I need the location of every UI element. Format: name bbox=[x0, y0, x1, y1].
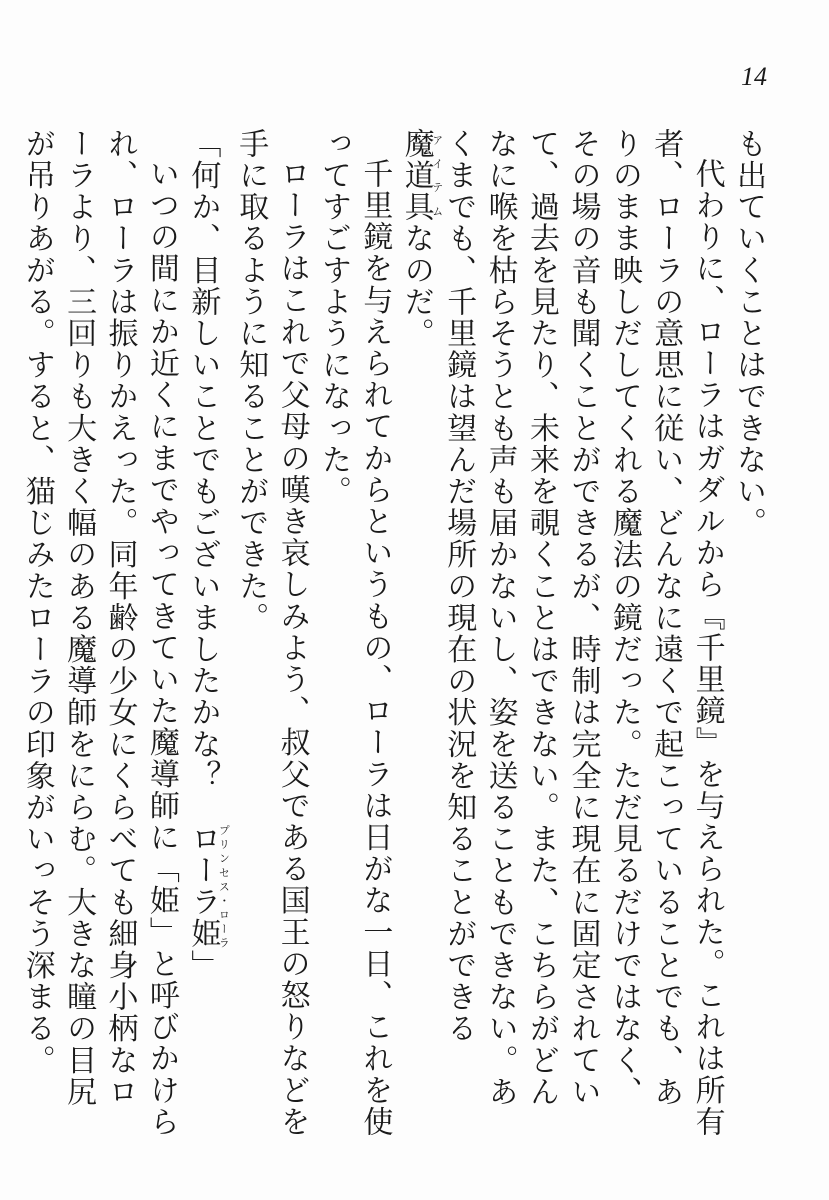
text-run: ローラはこれで父母の嘆き哀しみよう、叔父である国王の怒りなどを手に取るように知ることができた。 bbox=[233, 128, 310, 1138]
ruby-reading: アイテム bbox=[430, 128, 444, 223]
text-run: 「何か、目新しいことでもございましたかな？ bbox=[185, 128, 221, 824]
page-number: 14 bbox=[741, 62, 767, 91]
text-run: も出ていくことはできない。 bbox=[731, 128, 766, 539]
text-run: 代わりに、ローラはガダルから『千里鏡』を与えられた。これは所有者、ローラの意思に従い、どんなに遠くで起こっていることでも、ありのまま映しだしてくれる魔法の鏡だった。ただ見るだけではなく、その場の音も聞くことができるが、時制は完全に現在に固定されていて、過去を見たり、未来を覗くことはできない。また、こちらがどんなに喉を枯らそうとも声も届かないし、姿を送ることもできない。あくまでも、千里鏡は望んだ場所の現在の状況を知ることができる bbox=[441, 128, 725, 1138]
vertical-text-body bbox=[16, 128, 769, 1138]
paragraph bbox=[395, 128, 727, 1138]
paragraph bbox=[16, 128, 182, 1138]
text-run: いつの間にか近くにまでやってきていた魔導師に「姫」と呼びかけられ、ローラは振りかえった。同年齢の少女にくらべても細身小柄なローラより、三回りも大きく幅のある魔導師をにらむ。大きな瞳の目尻が吊りあがる。すると、猫じみたローラの印象がいっそう深まる。 bbox=[19, 128, 179, 1138]
paragraph bbox=[313, 128, 396, 1138]
text-run: なのだ。 bbox=[398, 222, 434, 350]
ruby-base: ローラ姫 bbox=[185, 823, 221, 950]
ruby-base: 魔道具 bbox=[398, 128, 434, 223]
paragraph bbox=[230, 128, 313, 1138]
ruby-reading: プリンセス・ローラ bbox=[217, 823, 231, 950]
ruby-annotation bbox=[398, 128, 444, 223]
text-run: 」 bbox=[185, 949, 221, 982]
paragraph bbox=[182, 128, 230, 1138]
text-run: 千里鏡を与えられてからというもの、ローラは日がな一日、これを使ってすごすようになった。 bbox=[315, 128, 393, 1138]
ruby-annotation bbox=[185, 823, 231, 950]
paragraph bbox=[728, 128, 769, 1138]
